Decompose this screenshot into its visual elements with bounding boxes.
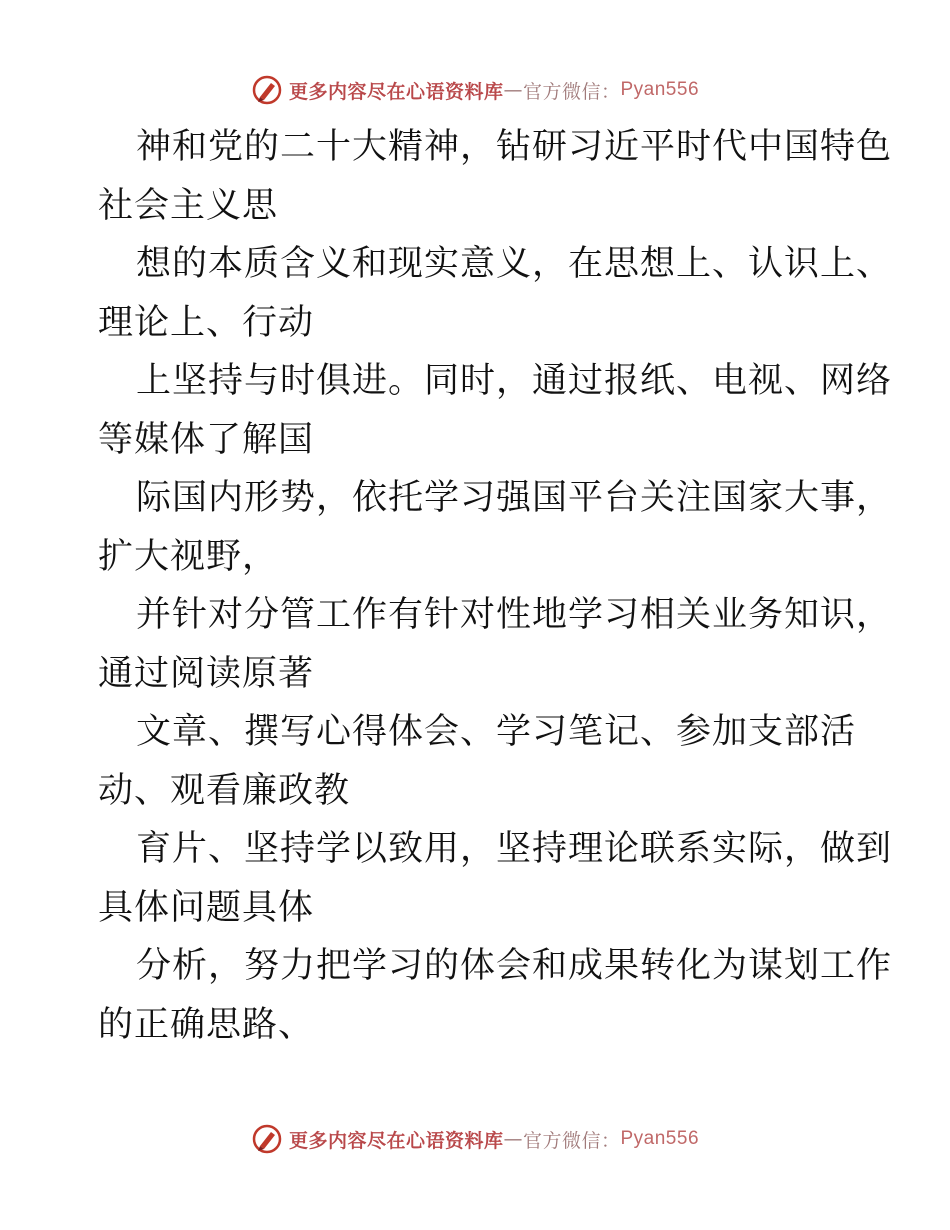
body-text-line: 并针对分管工作有针对性地学习相关业务知识， [136, 595, 893, 635]
body-text-line: 际国内形势，依托学习强国平台关注国家大事， [136, 478, 893, 518]
body-text-line: 具体问题具体 [98, 887, 315, 928]
watermark-wechat-label: 官方微信： [522, 1129, 621, 1152]
watermark-separator: — [503, 1128, 523, 1150]
watermark-wechat-id: Pyan556 [620, 1128, 700, 1149]
watermark-wechat-id: Pyan556 [620, 79, 700, 100]
pen-circle-logo-icon [251, 74, 283, 106]
body-text-line: 等媒体了解国 [98, 419, 315, 460]
watermark-brand: 更多内容尽在心语资料库 [288, 1129, 504, 1152]
footer-watermark [0, 1123, 950, 1155]
body-text-line: 想的本质含义和现实意义，在思想上、认识上、 [136, 244, 893, 284]
watermark-wechat-label: 官方微信： [522, 80, 621, 103]
body-text-line: 上坚持与时俱进。同时，通过报纸、电视、网络 [136, 361, 893, 401]
body-text-line: 通过阅读原著 [98, 653, 315, 694]
pen-circle-logo-icon [251, 1123, 283, 1155]
body-text-line: 分析，努力把学习的体会和成果转化为谋划工作 [136, 946, 893, 986]
header-watermark [0, 74, 950, 106]
body-text-line: 扩大视野， [98, 536, 279, 577]
body-text-line: 动、观看廉政教 [98, 770, 351, 811]
body-text-line: 理论上、行动 [98, 302, 315, 343]
document-body [98, 118, 893, 1054]
body-text-line: 文章、撰写心得体会、学习笔记、参加支部活 [136, 712, 857, 752]
watermark-brand: 更多内容尽在心语资料库 [288, 80, 504, 103]
body-text-line: 社会主义思 [98, 185, 279, 226]
watermark-separator: — [503, 79, 523, 101]
body-text-line: 育片、坚持学以致用，坚持理论联系实际，做到 [136, 829, 893, 869]
body-text-line: 神和党的二十大精神，钻研习近平时代中国特色 [136, 127, 893, 167]
body-text-line: 的正确思路、 [98, 1004, 315, 1045]
